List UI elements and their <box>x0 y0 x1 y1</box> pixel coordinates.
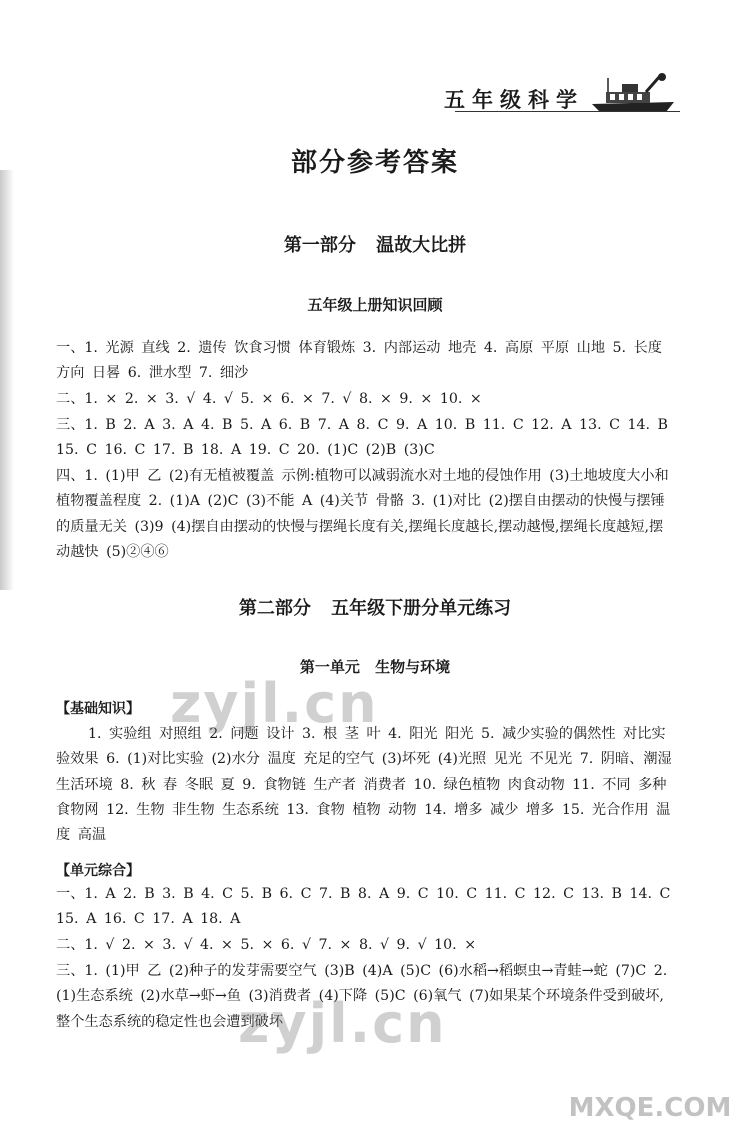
part1-heading: 第一部分 温故大比拼 <box>283 235 467 256</box>
boat-icon <box>588 72 680 114</box>
part1-q1: 一、1. 光源 直线 2. 遗传 饮食习惯 体育锻炼 3. 内部运动 地壳 4. 高原 平原 山地 5. 长度 方向 日晷 6. 泄水型 7. 细沙 <box>56 340 662 382</box>
watermark-2: zyjl.cn <box>238 992 447 1055</box>
unit-review-label: 【单元综合】 <box>56 863 140 879</box>
part1-subheading: 五年级上册知识回顾 <box>307 296 443 314</box>
book-title: 五年级科学 <box>444 87 584 112</box>
page-title: 部分参考答案 <box>290 148 459 178</box>
part1-q4: 四、1. (1)甲 乙 (2)有无植被覆盖 示例:植物可以减弱流水对土地的侵蚀作用 (3)土地坡度大小和植物覆盖程度 2. (1)A (2)C (3)不能 A (4)关节 骨骼 3. (1)对比 (2)摆自由摆动的快慢与摆锤的质量无关 (3)9 (4)摆自由摆动的快慢与摆绳长度有关,摆绳长度越长,摆动越慢,摆绳长度越短,摆动越快 (5)②④⑥ <box>56 468 669 560</box>
basic-knowledge-label: 【基础知识】 <box>56 701 140 717</box>
part1-q2: 二、1. × 2. × 3. √ 4. √ 5. × 6. × 7. √ 8. × 9. × 10. × <box>56 391 482 407</box>
corner-logo-text: MXQE.COM <box>568 1093 732 1123</box>
corner-logo <box>560 1068 740 1126</box>
part2-heading: 第二部分 五年级下册分单元练习 <box>238 598 512 619</box>
unit-review-c3: 三、1. (1)甲 乙 (2)种子的发芽需要空气 (3)B (4)A (5)C (6)水稻→稻螟虫→青蛙→蛇 (7)C 2. (1)生态系统 (2)水草→虾→鱼 (3)消费者 (4)下降 (5)C (6)氧气 (7)如果某个环境条件受到破坏,整个生态系统的稳定性也会遭到破坏 <box>56 963 668 1030</box>
watermark-1: zyjl.cn <box>170 672 379 735</box>
unit1-heading: 第一单元 生物与环境 <box>299 658 451 676</box>
header-rule <box>455 111 680 112</box>
unit-review-c1: 一、1. A 2. B 3. B 4. C 5. B 6. C 7. B 8. A 9. C 10. C 11. C 12. C 13. B 14. C 15. A 16. C 17. A 18. A <box>56 886 671 928</box>
unit-review-c2: 二、1. √ 2. × 3. √ 4. × 5. × 6. √ 7. × 8. √ 9. √ 10. × <box>56 937 477 953</box>
book-header <box>444 72 680 114</box>
basic-knowledge-answers: 1. 实验组 对照组 2. 问题 设计 3. 根 茎 叶 4. 阳光 阳光 5. 减少实验的偶然性 对比实验效果 6. (1)对比实验 (2)水分 温度 充足的空气 (3)坏死 (4)光照 见光 不见光 7. 阴暗、潮湿 生活环境 8. 秋 春 冬眠 夏 9. 食物链 生产者 消费者 10. 绿色植物 肉食动物 11. 不同 多种 食物网 12. 生物 非生物 生态系统 13. 食物 植物 动物 14. 增多 减少 增多 15. 光合作用 温度 高温 <box>56 726 672 844</box>
part1-q3: 三、1. B 2. A 3. A 4. B 5. A 6. B 7. A 8. C 9. A 10. B 11. C 12. A 13. C 14. B 15. C 16. C 17. B 18. A 19. C 20. (1)C (2)B (3)C <box>56 417 668 459</box>
